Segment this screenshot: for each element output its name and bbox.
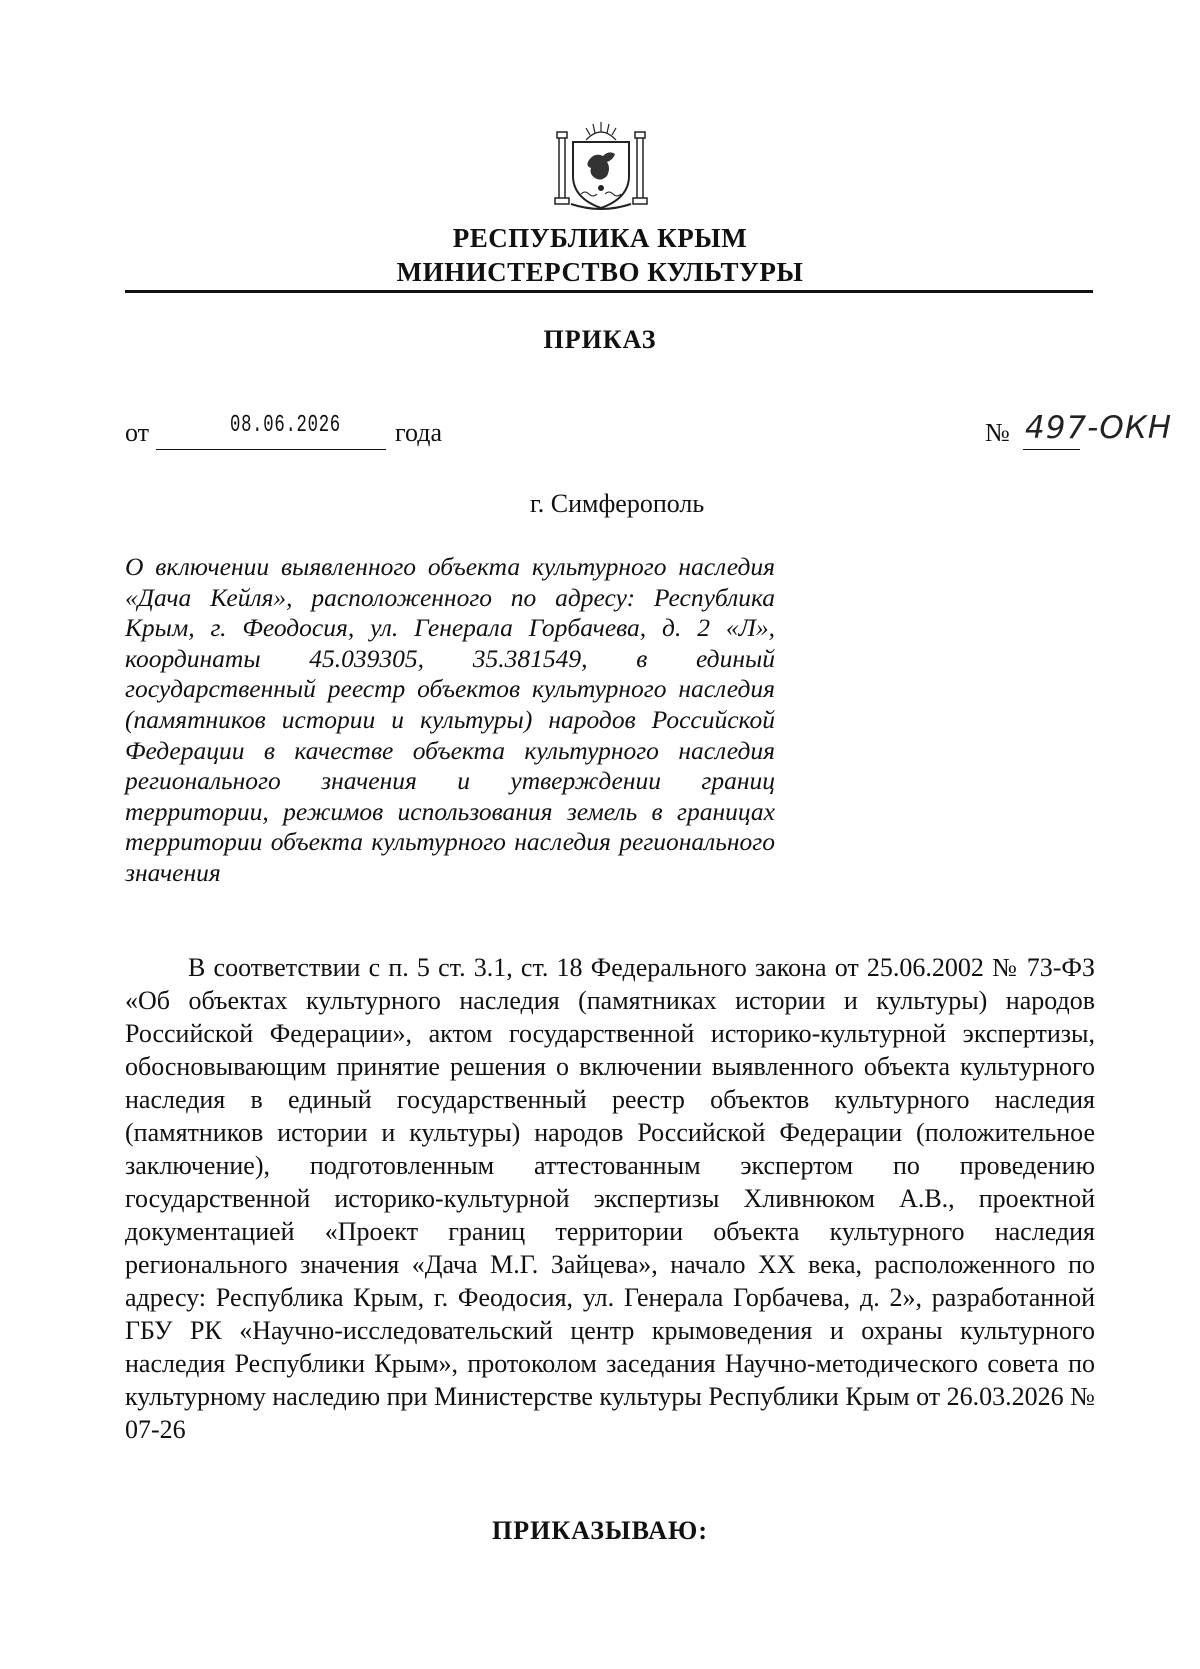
document-type: ПРИКАЗ	[543, 325, 657, 354]
number-handwritten: 497-ОКН	[1025, 410, 1173, 446]
number-sign: №	[985, 418, 1010, 447]
date-stamp: 08.06.2026	[230, 412, 341, 439]
order-subject: О включении выявленного объекта культурного наследия «Дача Кейля», расположенного по адресу: Республика Крым, г. Феодосия, ул. Генерала Горбачева, д. 2 «Л», координаты 45.039305, 35.381549, в единый государственный реестр объектов культурного наследия (памятников истории и культуры) народов Российской Федерации в качестве объекта культурного наследия регионального значения и утверждении границ территории, режимов использования земель в границах территории объекта культурного наследия регионального значения	[125, 552, 775, 887]
header-divider	[125, 290, 1093, 293]
republic-title: РЕСПУБЛИКА КРЫМ	[452, 223, 748, 253]
crimea-coat-of-arms-icon	[551, 118, 651, 214]
order-directive: ПРИКАЗЫВАЮ:	[492, 1516, 708, 1545]
city-line: г. Симферополь	[530, 489, 705, 518]
preamble-paragraph: В соответствии с п. 5 ст. 3.1, ст. 18 Федерального закона от 25.06.2002 № 73-ФЗ «Об объектах культурного наследия (памятниках истории и культуры) народов Российской Федерации», актом государственной историко-культурной экспертизы, обосновывающим принятие решения о включении выявленного объекта культурного наследия в единый государственный реестр объектов культурного наследия (памятников истории и культуры) народов Российской Федерации (положительное заключение), подготовленным аттестованным экспертом по проведению государственной историко-культурной экспертизы Хливнюком А.В., проектной документацией «Проект границ территории объекта культурного наследия регионального значения «Дача М.Г. Зайцева», начало XX века, расположенного по адресу: Республика Крым, г. Феодосия, ул. Генерала Горбачева, д. 2», разработанной ГБУ РК «Научно-исследовательский центр крымоведения и охраны культурного наследия Республики Крым», протоколом заседания Научно-методического совета по культурному наследию при Министерстве культуры Республики Крым от 26.03.2026 № 07-26	[125, 953, 1095, 1444]
date-prefix: от	[125, 418, 150, 447]
number-underline	[1023, 449, 1080, 450]
ministry-title: МИНИСТЕРСТВО КУЛЬТУРЫ	[396, 257, 804, 287]
date-suffix: года	[395, 418, 443, 447]
date-underline	[156, 449, 386, 450]
